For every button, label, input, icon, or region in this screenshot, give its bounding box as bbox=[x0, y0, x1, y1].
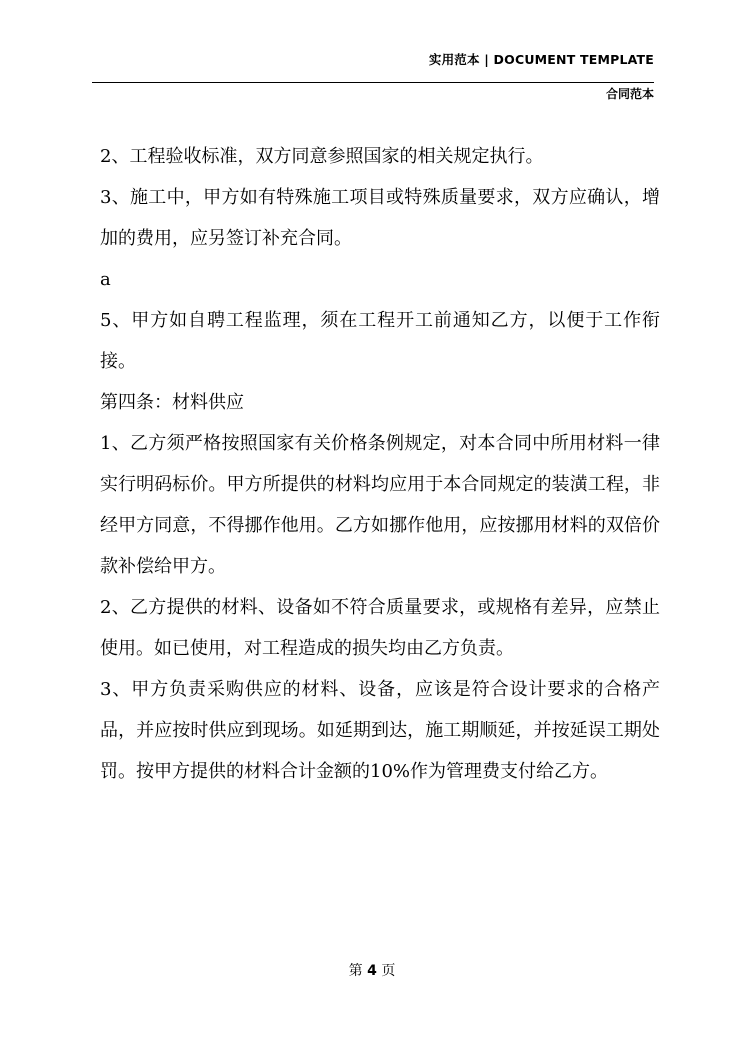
footer-prefix: 第 bbox=[348, 963, 363, 979]
document-body bbox=[100, 136, 660, 792]
material-clause-2: 2、乙方提供的材料、设备如不符合质量要求，或规格有差异，应禁止使用。如已使用，对工程造成的损失均由乙方负责。 bbox=[100, 597, 660, 659]
header-divider bbox=[92, 82, 654, 83]
header-subtitle: 合同范本 bbox=[605, 87, 654, 101]
material-clause-1: 1、乙方须严格按照国家有关价格条例规定，对本合同中所用材料一律实行明码标价。甲方所提供的材料均应用于本合同规定的装潢工程，非经甲方同意，不得挪作他用。乙方如挪作他用，应按挪用材料的双倍价款补偿给甲方。 bbox=[100, 433, 660, 577]
page-header bbox=[92, 50, 654, 103]
clause-3-special-requirements: 3、施工中，甲方如有特殊施工项目或特殊质量要求，双方应确认，增加的费用，应另签订补充合同。 bbox=[100, 187, 660, 249]
page-footer bbox=[0, 961, 744, 981]
article-4-heading: 第四条：材料供应 bbox=[100, 392, 244, 413]
clause-5-supervision: 5、甲方如自聘工程监理，须在工程开工前通知乙方，以便于工作衔接。 bbox=[100, 310, 660, 372]
page-number: 4 bbox=[367, 963, 377, 979]
footer-suffix: 页 bbox=[381, 963, 396, 979]
header-title: 实用范本 | DOCUMENT TEMPLATE bbox=[428, 52, 654, 67]
clause-2-acceptance-standard: 2、工程验收标准，双方同意参照国家的相关规定执行。 bbox=[100, 146, 544, 167]
stray-paragraph: a bbox=[100, 269, 111, 290]
material-clause-3: 3、甲方负责采购供应的材料、设备，应该是符合设计要求的合格产品，并应按时供应到现场。如延期到达，施工期顺延，并按延误工期处罚。按甲方提供的材料合计金额的10%作为管理费支付给乙方。 bbox=[100, 679, 660, 782]
